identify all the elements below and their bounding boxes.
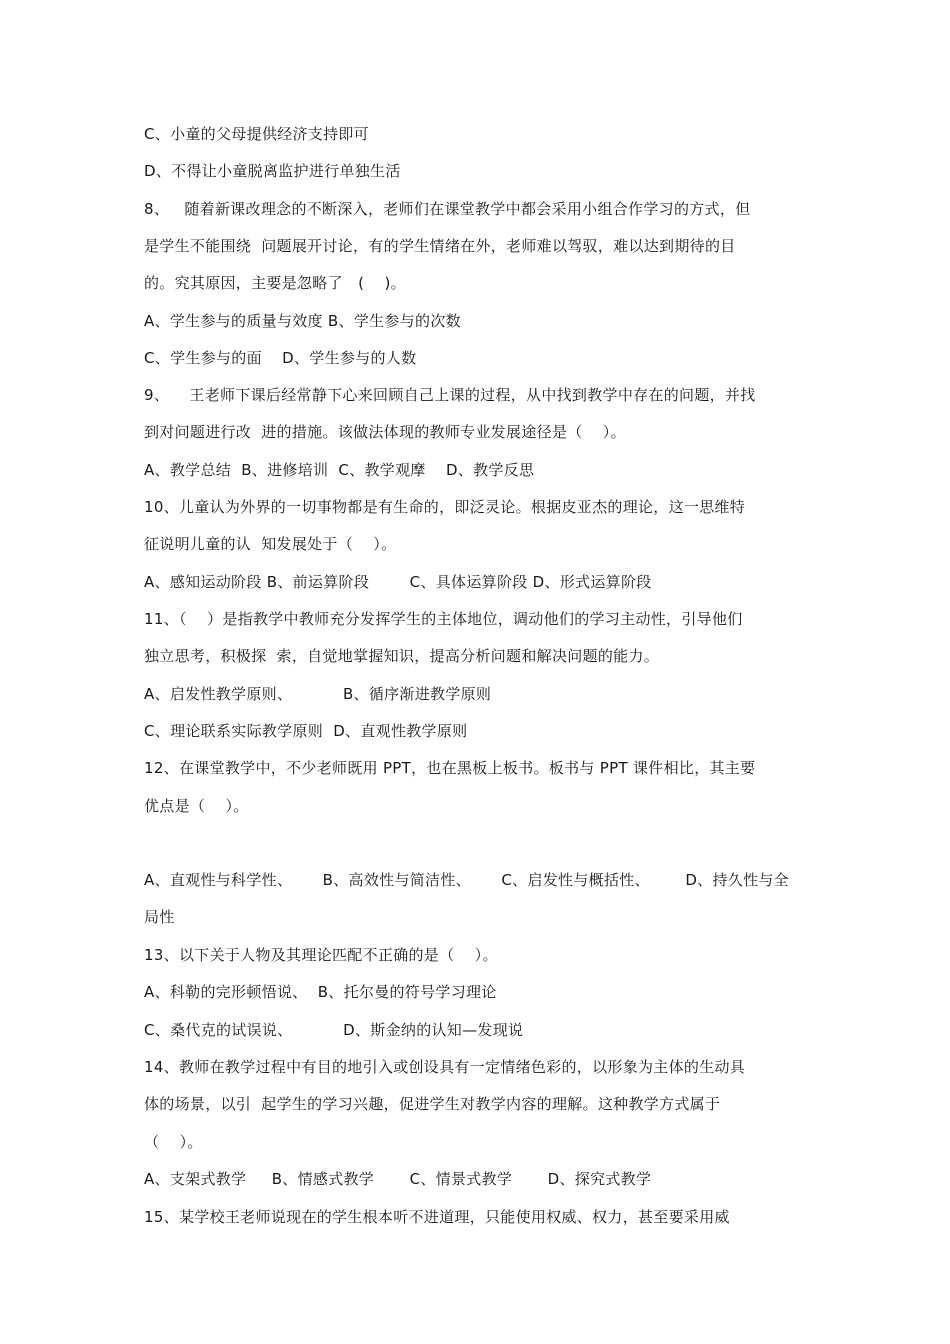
text-line-q9-a: 9、 王老师下课后经常静下心来回顾自己上课的过程，从中找到教学中存在的问题，并找: [144, 386, 756, 404]
text-line-q14-c: （ ）。: [144, 1133, 203, 1151]
text-line-q14-options: A、支架式教学 B、情感式教学 C、情景式教学 D、探究式教学: [144, 1170, 652, 1188]
text-line-q10-a: 10、儿童认为外界的一切事物都是有生命的，即泛灵论。根据皮亚杰的理论，这一思维特: [144, 498, 746, 516]
text-line-q12-options: A、直观性与科学性、 B、高效性与简洁性、 C、启发性与概括性、 D、持久性与全: [144, 871, 789, 889]
text-line-q9-b: 到对问题进行改 进的措施。该做法体现的教师专业发展途径是（ ）。: [144, 423, 626, 441]
text-line-q11-b: 独立思考，积极探 索，自觉地掌握知识，提高分析问题和解决问题的能力。: [144, 647, 660, 665]
text-line-q10-b: 征说明儿童的认 知发展处于（ ）。: [144, 535, 397, 553]
text-line-q14-a: 14、教师在教学过程中有目的地引入或创设具有一定情绪色彩的，以形象为主体的生动具: [144, 1058, 746, 1076]
text-line-q10-options: A、感知运动阶段 B、前运算阶段 C、具体运算阶段 D、形式运算阶段: [144, 573, 652, 591]
text-line-q8-b: 是学生不能围绕 问题展开讨论，有的学生情绪在外，老师难以驾驭，难以达到期待的目: [144, 237, 736, 255]
text-line-q13-options-cd: C、桑代克的试误说、 D、斯金纳的认知—发现说: [144, 1021, 524, 1039]
text-line-q9-options: A、教学总结 B、进修培训 C、教学观摩 D、教学反思: [144, 461, 535, 479]
text-line-q13-options-ab: A、科勒的完形顿悟说、 B、托尔曼的符号学习理论: [144, 983, 497, 1001]
text-line-d-option-q7: D、不得让小童脱离监护进行单独生活: [144, 162, 401, 180]
text-line-q12-a: 12、在课堂教学中，不少老师既用 PPT，也在黑板上板书。板书与 PPT 课件相比，其主要: [144, 759, 756, 777]
text-line-q15-a: 15、某学校王老师说现在的学生根本听不进道理，只能使用权威、权力，甚至要采用威: [144, 1208, 730, 1226]
text-line-q11-options-ab: A、启发性教学原则、 B、循序渐进教学原则: [144, 685, 492, 703]
text-line-q12-options-wrap: 局性: [144, 908, 175, 926]
text-line-q8-options-cd: C、学生参与的面 D、学生参与的人数: [144, 349, 417, 367]
text-line-c-option-q7: C、小童的父母提供经济支持即可: [144, 125, 369, 143]
text-line-q8-a: 8、 随着新课改理念的不断深入，老师们在课堂教学中都会采用小组合作学习的方式，但: [144, 200, 751, 218]
text-line-q8-options-ab: A、学生参与的质量与效度 B、学生参与的次数: [144, 312, 461, 330]
text-line-q13: 13、以下关于人物及其理论匹配不正确的是（ ）。: [144, 946, 498, 964]
text-line-q12-b: 优点是（ ）。: [144, 797, 249, 815]
text-line-q14-b: 体的场景，以引 起学生的学习兴趣，促进学生对教学内容的理解。这种教学方式属于: [144, 1095, 721, 1113]
text-line-q11-options-cd: C、理论联系实际教学原则 D、直观性教学原则: [144, 722, 468, 740]
text-line-q8-c: 的。究其原因，主要是忽略了 ( )。: [144, 274, 406, 292]
text-line-q11-a: 11、（ ）是指教学中教师充分发挥学生的主体地位，调动他们的学习主动性，引导他们: [144, 610, 743, 628]
